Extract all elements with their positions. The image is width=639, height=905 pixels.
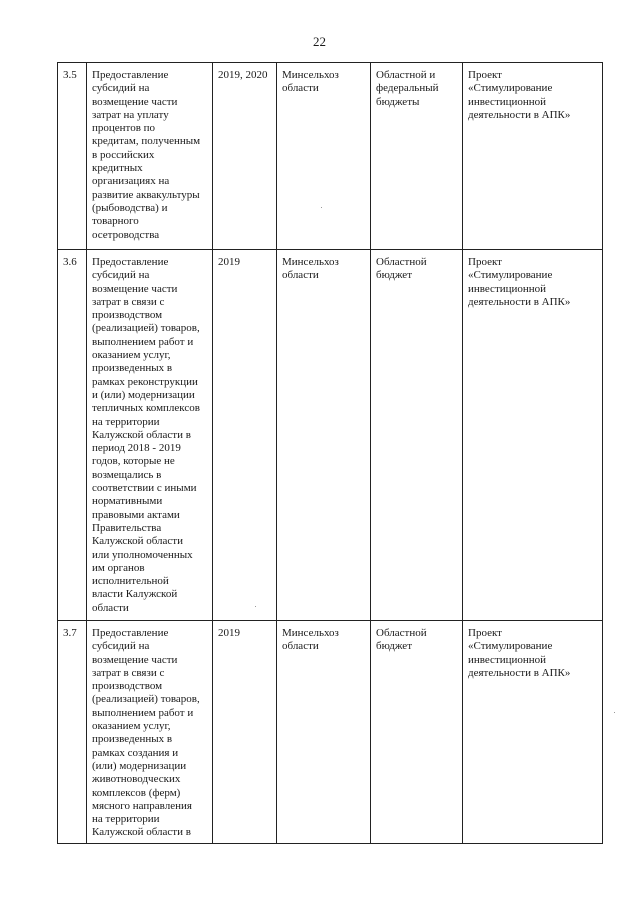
funding-source: Областной и федеральный бюджеты (371, 63, 463, 250)
implementation-years: 2019 (213, 250, 277, 621)
measure-description: Предоставление субсидий на возмещение части затрат на уплату процентов по кредитам, полученным в российских кредитных организациях на развитие аквакультуры (рыбоводства) и товарного осетроводства (87, 63, 213, 250)
implementation-years: 2019, 2020 (213, 63, 277, 250)
related-project: Проект «Стимулирование инвестиционной деятельности в АПК» (463, 621, 603, 844)
related-project: Проект «Стимулирование инвестиционной деятельности в АПК» (463, 250, 603, 621)
page-number: 22 (313, 34, 326, 49)
scan-speck (255, 606, 256, 607)
measure-description: Предоставление субсидий на возмещение части затрат в связи с производством (реализацией) товаров, выполнением работ и оказанием услуг, произведенных в рамках создания и (или) модернизации животноводческих комплексов (ферм) мясного направления на территории Калужской области в (87, 621, 213, 844)
scan-speck (321, 207, 322, 208)
scan-speck (614, 712, 615, 713)
funding-source: Областной бюджет (371, 621, 463, 844)
table-row (58, 250, 603, 621)
table-row (58, 621, 603, 844)
row-number: 3.7 (58, 621, 87, 844)
measure-description: Предоставление субсидий на возмещение части затрат в связи с производством (реализацией) товаров, выполнением работ и оказанием услуг, произведенных в рамках реконструкции и (или) модернизации тепличных комплексов на территории Калужской области в период 2018 - 2019 годов, которые не возмещались в соответствии с иными нормативными правовыми актами Правительства Калужской области или уполномоченных им органов исполнительной власти Калужской области (87, 250, 213, 621)
responsible-executor: Минсельхоз области (277, 63, 371, 250)
row-number: 3.5 (58, 63, 87, 250)
table-row (58, 63, 603, 250)
implementation-years: 2019 (213, 621, 277, 844)
related-project: Проект «Стимулирование инвестиционной деятельности в АПК» (463, 63, 603, 250)
row-number: 3.6 (58, 250, 87, 621)
responsible-executor: Минсельхоз области (277, 250, 371, 621)
measures-table (57, 62, 603, 844)
funding-source: Областной бюджет (371, 250, 463, 621)
responsible-executor: Минсельхоз области (277, 621, 371, 844)
